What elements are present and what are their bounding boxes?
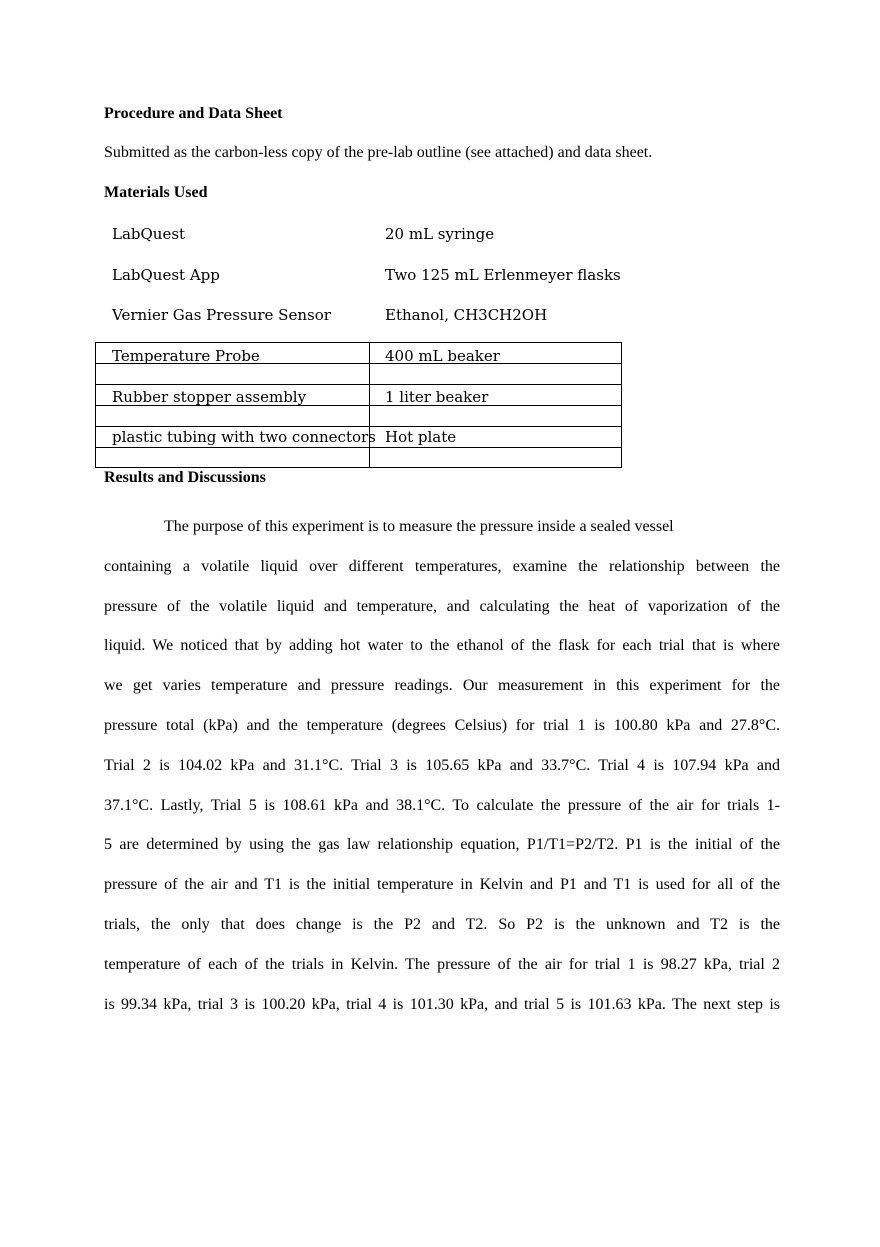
paragraph-line: pressure total (kPa) and the temperature (degrees Celsius) for trial 1 is 100.80 kPa and 27.8°C. — [104, 716, 780, 734]
procedure-heading: Procedure and Data Sheet — [104, 105, 283, 122]
paragraph-line: containing a volatile liquid over different temperatures, examine the relationship between the — [104, 557, 780, 575]
paragraph-line: The purpose of this experiment is to measure the pressure inside a sealed vessel — [164, 518, 674, 535]
paragraph-line: Trial 2 is 104.02 kPa and 31.1°C. Trial 3 is 105.65 kPa and 33.7°C. Trial 4 is 107.94 kPa and — [104, 756, 780, 774]
paragraph-line: 5 are determined by using the gas law relationship equation, P1/T1=P2/T2. P1 is the initial of the — [104, 836, 780, 854]
material-item: 20 mL syringe — [385, 225, 495, 243]
material-item: Ethanol, CH3CH2OH — [385, 306, 548, 324]
materials-heading: Materials Used — [104, 184, 208, 201]
material-item: Vernier Gas Pressure Sensor — [112, 306, 331, 324]
results-paragraph — [104, 507, 780, 1024]
material-item: 400 mL beaker — [385, 347, 500, 365]
results-heading: Results and Discussions — [104, 469, 266, 486]
procedure-text: Submitted as the carbon-less copy of the pre-lab outline (see attached) and data sheet. — [104, 144, 653, 161]
paragraph-line: liquid. We noticed that by adding hot water to the ethanol of the flask for each trial that is where — [104, 637, 780, 655]
material-item: 1 liter beaker — [385, 388, 489, 406]
paragraph-line: pressure of the air and T1 is the initial temperature in Kelvin and P1 and T1 is used for all of the — [104, 876, 780, 894]
material-item: LabQuest App — [112, 266, 220, 284]
material-item: plastic tubing with two connectors — [112, 428, 376, 446]
paragraph-line: 37.1°C. Lastly, Trial 5 is 108.61 kPa and 38.1°C. To calculate the pressure of the air for trials 1- — [104, 796, 780, 814]
material-item: Rubber stopper assembly — [112, 388, 307, 406]
material-item: LabQuest — [112, 225, 186, 243]
material-item: Temperature Probe — [112, 347, 260, 365]
paragraph-line: pressure of the volatile liquid and temperature, and calculating the heat of vaporization of the — [104, 597, 780, 615]
material-item: Two 125 mL Erlenmeyer flasks — [385, 266, 621, 284]
paragraph-line: is 99.34 kPa, trial 3 is 100.20 kPa, trial 4 is 101.30 kPa, and trial 5 is 101.63 kPa. The next step is — [104, 995, 780, 1013]
paragraph-line: trials, the only that does change is the P2 and T2. So P2 is the unknown and T2 is the — [104, 915, 780, 933]
paragraph-line: we get varies temperature and pressure readings. Our measurement in this experiment for the — [104, 677, 780, 695]
paragraph-line: temperature of each of the trials in Kelvin. The pressure of the air for trial 1 is 98.27 kPa, trial 2 — [104, 955, 780, 973]
material-item: Hot plate — [385, 428, 457, 446]
